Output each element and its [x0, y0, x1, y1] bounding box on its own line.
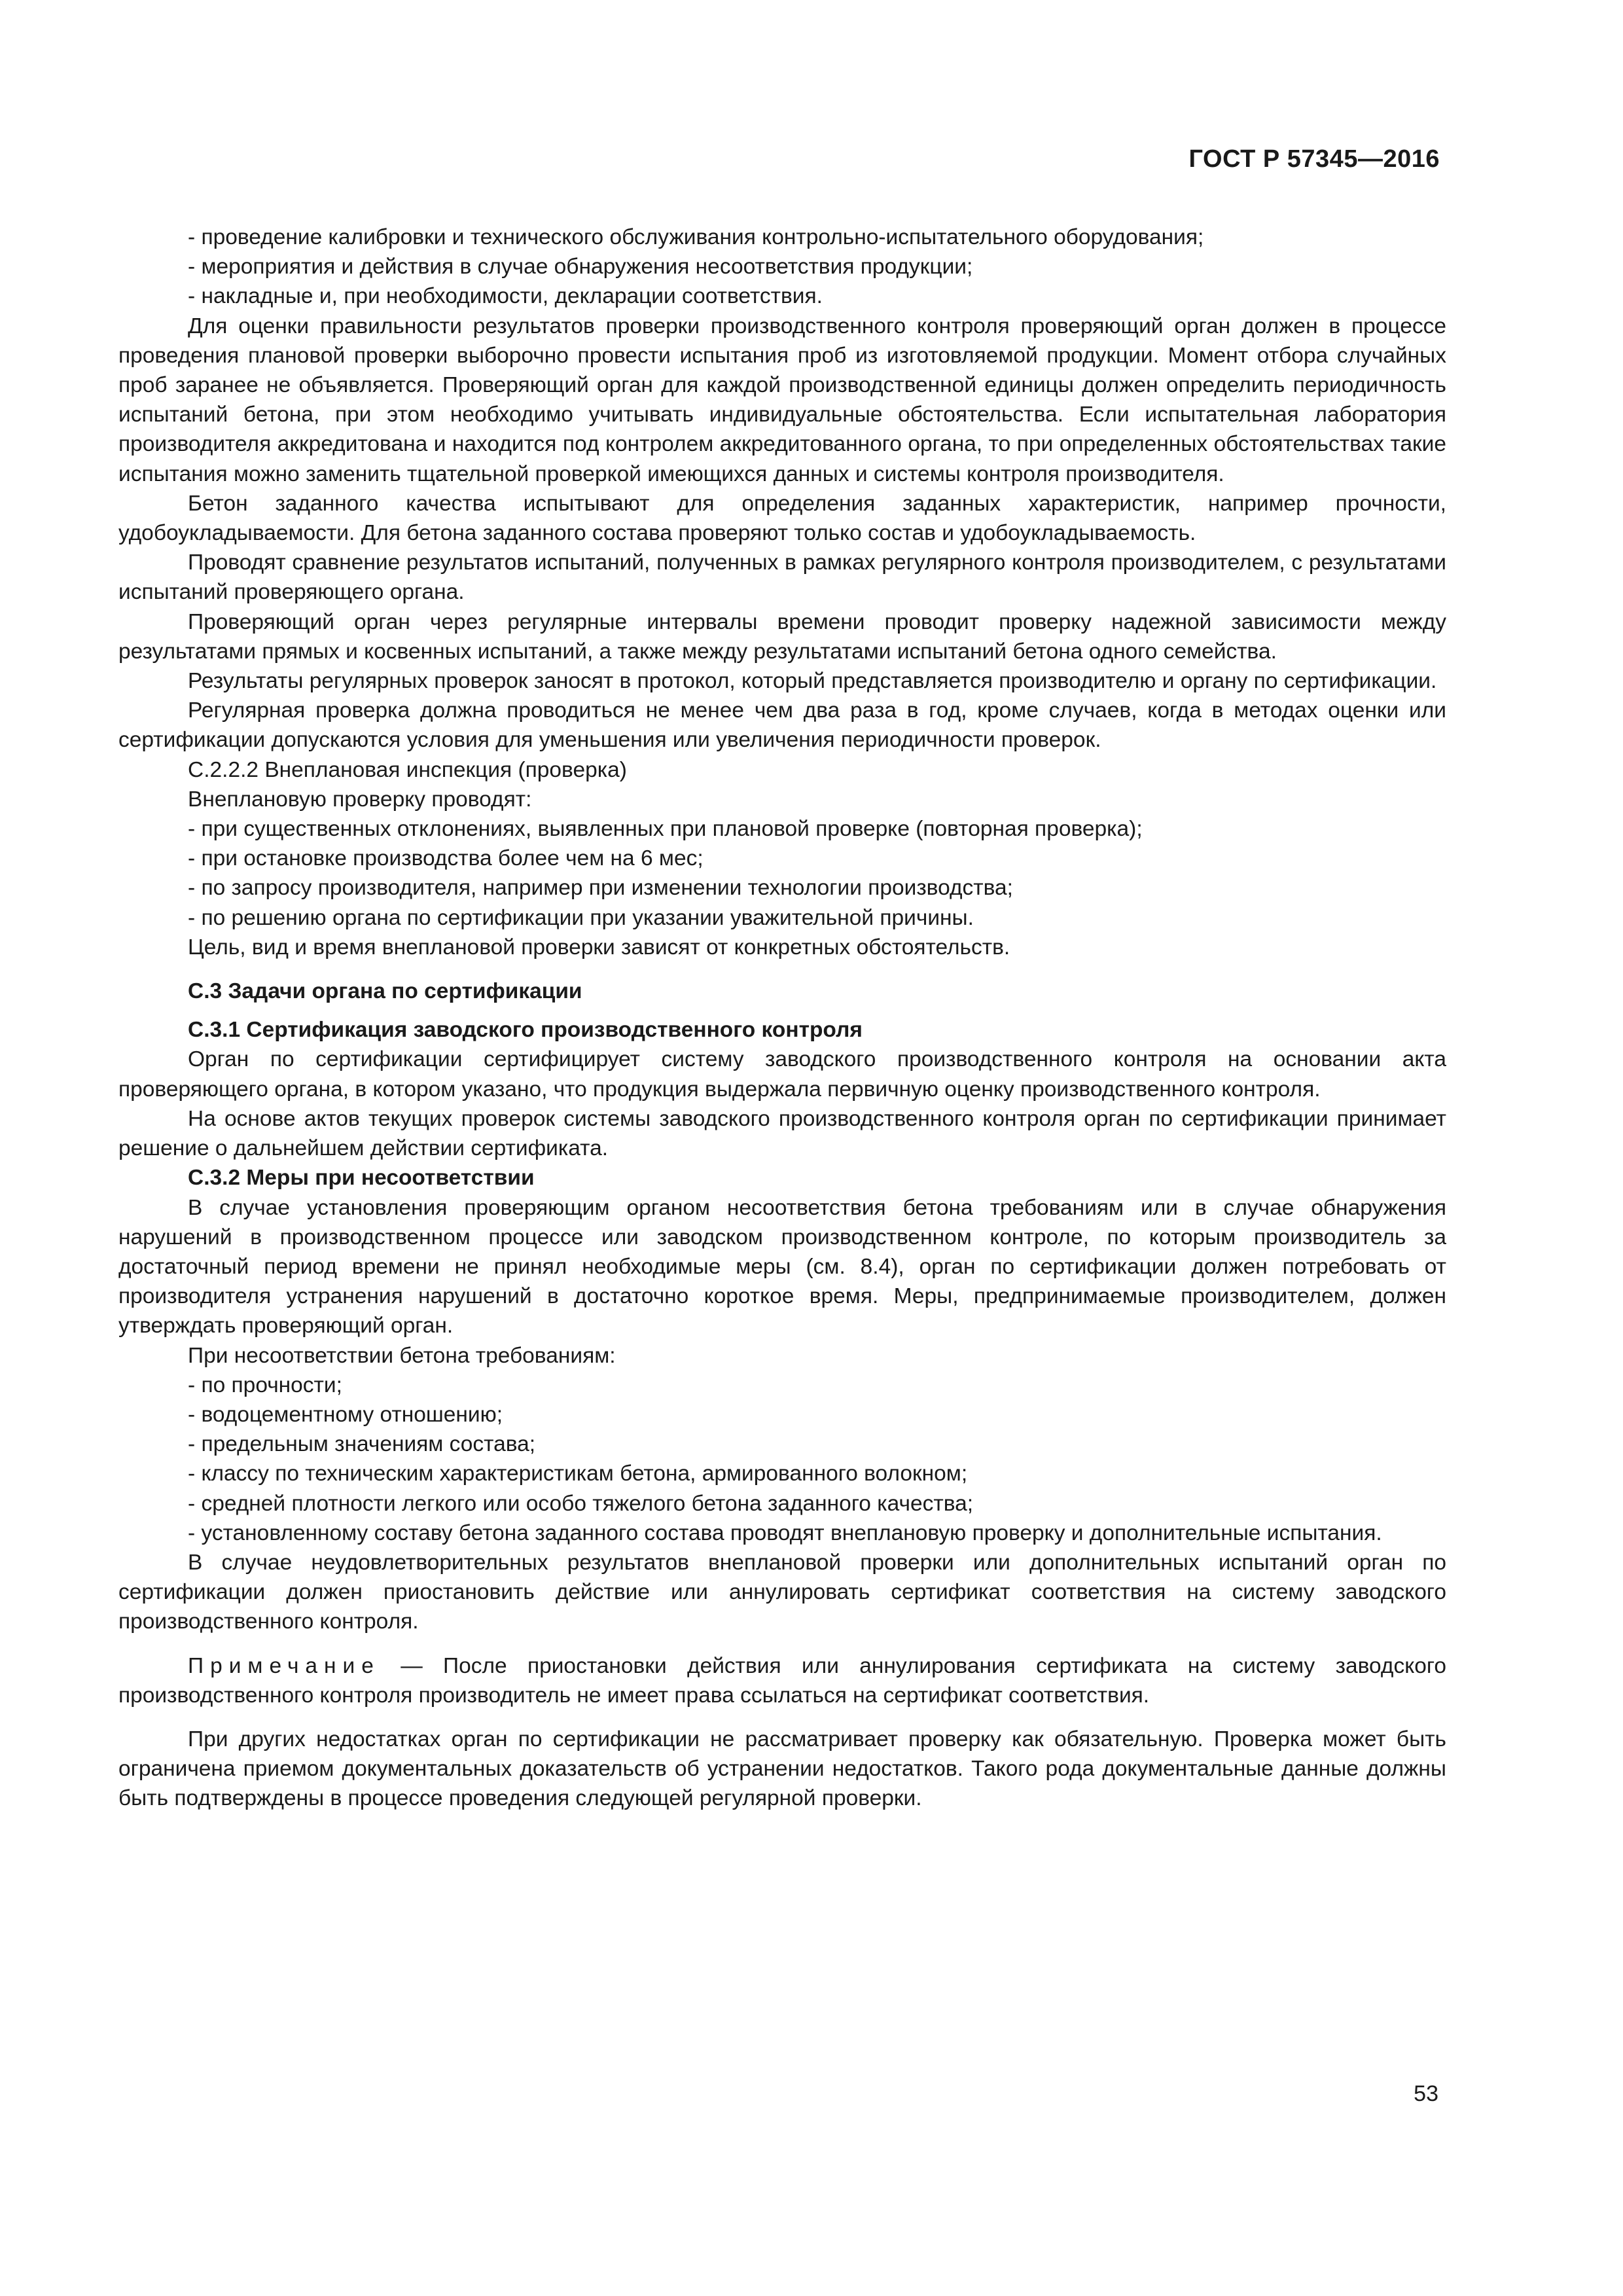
- paragraph: Регулярная проверка должна проводиться не менее чем два раза в год, кроме случаев, когда в методах оценки или сертификации допускаются условия для уменьшения или увеличения периодичности проверок.: [118, 698, 1446, 753]
- list-item: - по запросу производителя, например при изменении технологии производства;: [188, 876, 1013, 901]
- paragraph: При несоответствии бетона требованиям:: [188, 1343, 616, 1368]
- paragraph: В случае установления проверяющим органом несоответствия бетона требованиям или в случае обнаружения нарушений в производственном процессе или заводском производственном контроле, по которым производитель за достаточный период времени не принял необходимые меры (см. 8.4), орган по сертификации должен потребовать от производителя устранения нарушений в достаточно короткое время. Меры, предпринимаемые производителем, должен утверждать проверяющий орган.: [118, 1195, 1446, 1338]
- paragraph: На основе актов текущих проверок системы заводского производственного контроля орган по сертификации принимает решение о дальнейшем действии сертификата.: [118, 1106, 1446, 1161]
- list-item: - при остановке производства более чем на 6 мес;: [188, 846, 704, 871]
- subsection-title: С.2.2.2 Внеплановая инспекция (проверка): [188, 757, 627, 782]
- paragraph: Бетон заданного качества испытывают для определения заданных характеристик, например прочности, удобоукладываемости. Для бетона заданного состава проверяют только состав и удобоукладываемость.: [118, 491, 1446, 546]
- paragraph: Результаты регулярных проверок заносят в протокол, который представляется производителю и органу по сертификации.: [188, 669, 1437, 694]
- paragraph: Внеплановую проверку проводят:: [188, 787, 532, 812]
- note-text: — После приостановки действия или аннулирования сертификата на систему заводского производственного контроля производитель не имеет права ссылаться на сертификат соответствия.: [118, 1653, 1446, 1708]
- list-item: - проведение калибровки и технического обслуживания контрольно-испытательного оборудования;: [188, 225, 1204, 249]
- note: [118, 1651, 1446, 1710]
- list-item: - классу по техническим характеристикам бетона, армированного волокном;: [188, 1462, 968, 1486]
- document-body: [118, 223, 1446, 1814]
- paragraph: Орган по сертификации сертифицирует систему заводского производственного контроля на основании акта проверяющего органа, в котором указано, что продукция выдержала первичную оценку производственного контроля.: [118, 1047, 1446, 1102]
- list-item: - накладные и, при необходимости, декларации соответствия.: [188, 284, 823, 309]
- list-item: - по решению органа по сертификации при указании уважительной причины.: [188, 905, 974, 930]
- section-heading-c3-2: С.3.2 Меры при несоответствии: [188, 1166, 535, 1191]
- note-label: Примечание: [188, 1653, 380, 1678]
- list-item: - при существенных отклонениях, выявленных при плановой проверке (повторная проверка);: [188, 817, 1143, 842]
- standard-designation: ГОСТ Р 57345—2016: [1188, 145, 1440, 173]
- list-item: - установленному составу бетона заданного состава проводят внеплановую проверку и дополнительные испытания.: [188, 1520, 1382, 1545]
- list-item: - предельным значениям состава;: [188, 1432, 536, 1457]
- list-item: - средней плотности легкого или особо тяжелого бетона заданного качества;: [188, 1491, 974, 1516]
- section-heading-c3-1: С.3.1 Сертификация заводского производственного контроля: [188, 1018, 863, 1043]
- list-item: - мероприятия и действия в случае обнаружения несоответствия продукции;: [188, 255, 973, 279]
- list-item: - водоцементному отношению;: [188, 1402, 503, 1427]
- paragraph: Проводят сравнение результатов испытаний, полученных в рамках регулярного контроля производителем, с результатами испытаний проверяющего органа.: [118, 550, 1446, 605]
- paragraph: В случае неудовлетворительных результатов внеплановой проверки или дополнительных испытаний орган по сертификации должен приостановить действие или аннулировать сертификат соответствия на систему заводского производственного контроля.: [118, 1550, 1446, 1634]
- page-number: 53: [1414, 2081, 1438, 2106]
- paragraph: При других недостатках орган по сертификации не рассматривает проверку как обязательную. Проверка может быть ограничена приемом документальных доказательств об устранении недостатков. Такого рода документальные данные должны быть подтверждены в процессе проведения следующей регулярной проверки.: [118, 1727, 1446, 1811]
- paragraph: Проверяющий орган через регулярные интервалы времени проводит проверку надежной зависимости между результатами прямых и косвенных испытаний, а также между результатами испытаний бетона одного семейства.: [118, 609, 1446, 664]
- paragraph: Цель, вид и время внеплановой проверки зависят от конкретных обстоятельств.: [188, 935, 1010, 960]
- section-heading-c3: С.3 Задачи органа по сертификации: [188, 979, 582, 1004]
- paragraph: Для оценки правильности результатов проверки производственного контроля проверяющий орган должен в процессе проведения плановой проверки выборочно провести испытания проб из изготовляемой продукции. Момент отбора случайных проб заранее не объявляется. Проверяющий орган для каждой производственной единицы должен определить периодичность испытаний бетона, при этом необходимо учитывать индивидуальные обстоятельства. Если испытательная лаборатория производителя аккредитована и находится под контролем аккредитованного органа, то при определенных обстоятельствах такие испытания можно заменить тщательной проверкой имеющихся данных и системы контроля производителя.: [118, 314, 1446, 486]
- list-item: - по прочности;: [188, 1372, 342, 1397]
